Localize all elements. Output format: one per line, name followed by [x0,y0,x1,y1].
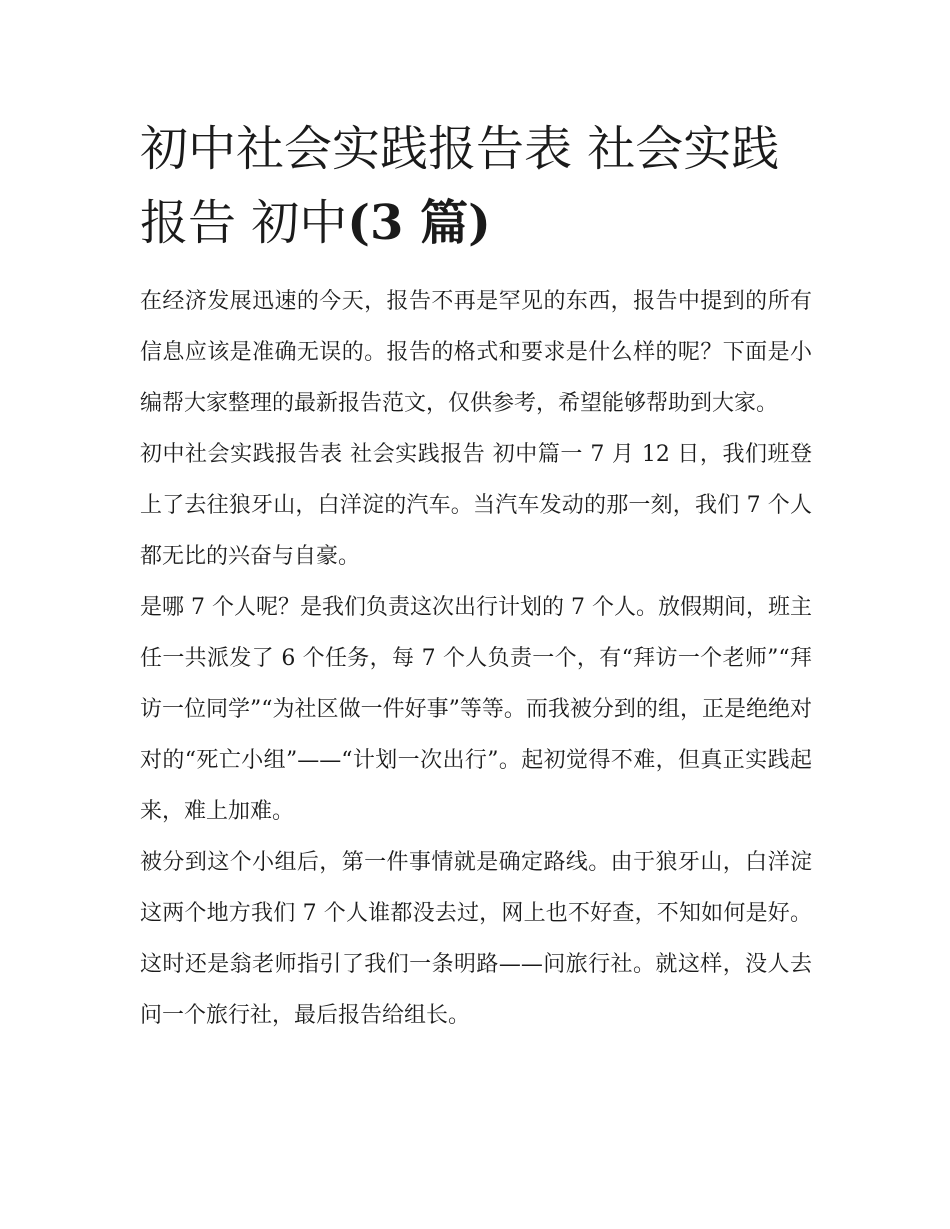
title-line-2-prefix: 报告 初中 [140,195,348,251]
paragraph-2: 是哪 7 个人呢？是我们负责这次出行计划的 7 个人。放假期间，班主任一共派发了 6 个任务，每 7 个人负责一个，有“拜访一个老师”“拜访一位同学”“为社区做一件好事”等等。而我被分到的组，正是绝绝对对的“死亡小组”——“计划一次出行”。起初觉得不难，但真正实践起来，难上加难。 [140,595,812,824]
paragraph-3: 被分到这个小组后，第一件事情就是确定路线。由于狼牙山，白洋淀这两个地方我们 7 个人谁都没去过，网上也不好查，不知如何是好。这时还是翁老师指引了我们一条明路——问旅行社。就这样，没人去问一个旅行社，最后报告给组长。 [140,850,812,1028]
title-line-2-suffix: (3 篇) [347,195,491,251]
title-line-1: 初中社会实践报告表 社会实践 [140,121,780,177]
document-page [140,112,812,1041]
paragraph-intro: 在经济发展迅速的今天，报告不再是罕见的东西，报告中提到的所有信息应该是准确无误的。报告的格式和要求是什么样的呢？下面是小编帮大家整理的最新报告范文，仅供参考，希望能够帮助到大家。 [140,289,812,416]
document-body [140,276,812,1041]
document-title [140,112,812,260]
paragraph-1: 初中社会实践报告表 社会实践报告 初中篇一 7 月 12 日，我们班登上了去往狼牙山，白洋淀的汽车。当汽车发动的那一刻，我们 7 个人都无比的兴奋与自豪。 [140,442,812,569]
